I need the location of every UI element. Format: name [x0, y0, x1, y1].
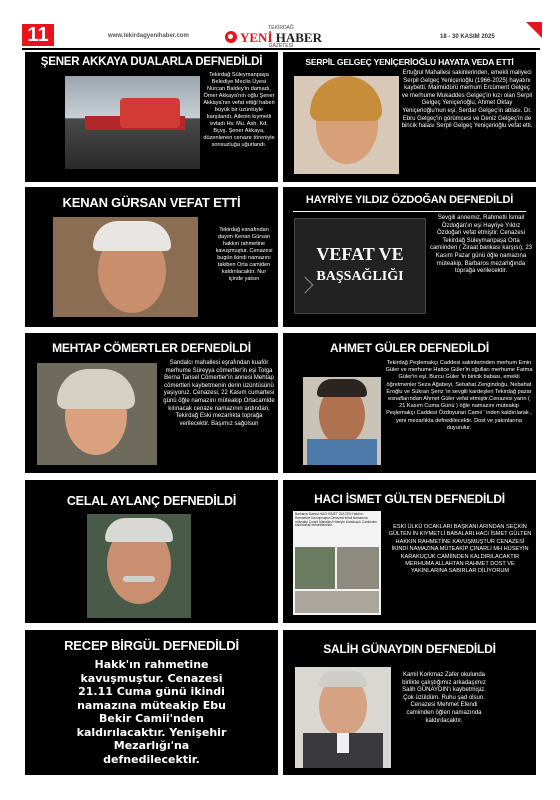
title-divider	[293, 211, 526, 212]
clipping-image	[293, 511, 381, 615]
notice-title: MEHTAP CÖMERTLER DEFNEDİLDİ	[52, 341, 251, 355]
newspaper-logo[interactable]	[225, 26, 340, 48]
notice-title: AHMET GÜLER DEFNEDİLDİ	[330, 341, 489, 355]
notice-kenan-gursan	[25, 187, 278, 327]
banner-line-2: BAŞSAĞLIĞI	[316, 269, 404, 284]
portrait-photo	[294, 76, 399, 174]
portrait-photo	[53, 217, 198, 317]
logo-main-1: YENİ	[240, 29, 273, 45]
notice-serpil-gelgec	[283, 52, 536, 182]
notice-celal-aylanc	[25, 480, 278, 623]
corner-triangle-icon	[526, 22, 542, 38]
portrait-photo	[87, 514, 191, 618]
logo-bottom-text: GAZETESİ	[268, 42, 294, 49]
notice-title: ŞENER AKKAYA DUALARLA DEFNEDİLDİ	[40, 56, 263, 68]
notice-recep-birgul	[25, 630, 278, 775]
text-line: 21.11 Cuma günü ikindi	[78, 685, 225, 698]
text-line: defnedilecektir.	[103, 752, 200, 766]
recep-text-block	[39, 658, 264, 770]
text-line: kaldırılacaktır. Yenişehir	[76, 725, 227, 739]
notice-text: Ertuğrul Mahallesi sakinlerinden, emekli maliyeci Serpil Gelgeç Yeniçerioğlu (1966-2025) hayatını kaybetti. Malmüdürü merhum Ercüment Gelgeç ve merhume Mukaddes Gelgeç'in kızı olan Serpil Gelgeç Yeniçerioğlu, Ahmet Oktay Yeniçerioğlu'nun eşi, Serdar Gelgeç'in ablası. Dr. Ebru Gelgeç'in görümcesi ve Deniz Gelgeç'in de biricik halası Serpil Gelgeç Yeniçerioğlu vefat etti.	[401, 70, 533, 130]
notice-title: CELAL AYLANÇ DEFNEDİLDİ	[66, 494, 237, 508]
notice-text: Sandalcı mahallesi eşrafından kuaför merhume Süreyya cömertler'in eşi Tolga Berna Tansel Cömertler'in annesi Mehtap cömertleri kaybetmenin derin üzüntüsünü yaşıyoruz. Cenazesi, 22 Kasım cumartesi günü öğle namazını müteakip Ortacamide kılınacak cenaze namazının ardından, Tekirdağ Eski mezarlıkta toprağa verilecektir. Başımız sağolsun	[163, 360, 275, 427]
notice-sener-akkaya	[25, 52, 278, 182]
portrait-photo	[295, 667, 391, 768]
funeral-photo	[65, 76, 200, 169]
notice-mehtap-comertler	[25, 333, 278, 473]
notice-title: RECEP BİRGÜL DEFNEDİLDİ	[64, 638, 239, 653]
notice-title: KENAN GÜRSAN VEFAT ETTİ	[62, 195, 241, 210]
portrait-photo	[303, 377, 381, 465]
notice-text: Kamil Korkmaz Zafer okulunda birlikte çalıştığımız arkadaşımız Salih GÜNAYDIN'ı kaybetmişiz. Çok üzüldüm. Ruhu şad olsun. Cenazesi Mehmet Efendi camiinden öğlen namazında kaldırılacaktır.	[402, 672, 486, 724]
logo-top-text: TEKİRDAĞ	[268, 24, 294, 31]
notice-text: Tekirdağ Süleymanpaşa Belediye Meclis Üyesi Nurcan Baldey'in damadı, Ömer Akkaya'nın oğlu Şener Akkaya'nın vefat ettiği haberi büyük bir üzüntüyle karşılandı. Ailenin kıymetli evladı Hv. Mu. Asb. Kd. Bçvş. Şener Akkaya, düzenlenen cenaze töreniyle sonsuzluğa uğurlandı.	[203, 72, 275, 148]
notice-salih-gunaydin	[283, 630, 536, 775]
masthead	[0, 0, 560, 50]
text-line: Hakk'ın rahmetine	[94, 658, 209, 671]
flag-icon	[225, 31, 237, 43]
notice-text: Tekirdağ esnafından dayım Kenan Gürsan hakkın rahmetine kavuşmuştur. Cenazesi bugün ikindi namazını takiben Orta camiden kaldırılacaktır. Nur içinde yatsın	[215, 227, 273, 282]
text-line: namazına müteakip Ebu	[77, 698, 226, 712]
text-line: Mezarlığı'na	[113, 739, 190, 752]
clipping-text: Barbaros Dairesi HACI İSMET GÜLTEN Hakk'ın Rahmetine Kavuşmuştur.Cenazesi ikindi Namazına müteakip Çınarlı Mahallesi Hüseyin Karakuçuk Camiinden kaldırılarak defnedilecektir.	[295, 512, 378, 528]
vefat-banner	[294, 218, 426, 314]
notice-ahmet-guler	[283, 333, 536, 473]
banner-line-1: VEFAT VE	[316, 244, 404, 264]
portrait-photo	[37, 363, 157, 465]
page-number: 11	[22, 24, 54, 46]
notice-text: ESKİ ÜLKÜ OCAKLARI BAŞKANI ARINDAN SEÇKİN GÜLTEN İN KIYMETLİ BABALARI HACI İSMET GÜLTEN HAKKIN RAHMETİNE KAVUŞMUŞTUR CENAZESİ İKİNDİ NAMAZINA MÜTEAKİP ÇINARLI MH HÜSEYİN KARAKUÇUK CAMİİNDEN KALDIRILACAKTIR MERHUMA ALLAHTAN RAHMET DOST VE YAKINLARINA SABIRLAR DİLİYORUM	[388, 524, 532, 575]
text-line: kavuşmuştur. Cenazesi	[80, 671, 223, 685]
issue-date: 18 - 30 KASIM 2025	[440, 34, 495, 40]
notice-title: SERPİL GELGEÇ YENİÇERİOĞLU HAYATA VEDA ETTİ	[305, 57, 514, 67]
notice-text: Tekirdağ Peşlemakçı Caddesi sakinlerinden merhum Emin Güler ve merhume Hatice Güler'in oğulları merhume Fatma Güler'in eşi, Burcu Güler 'in biricik babası, emekli öğretmenler Seza Ağabeyi, Sebahat Zengindoğu, Nebahat Eroğlu ve Sükran Şeriz 'in sevgili kardeşleri Tekirdağ pazar esnaflarından Ahmet Güler vefat etmiştir.Cenazesi yarın ( 21 Kasım Cuma Günü ) öğle namazını müteakip Peşlemakçı Caddesi Özdoyuran Camii ' inden kaldırılarak , yeni mezarlıkta defnedilecektir. Dost ve yakınlarına duyurulur.	[385, 360, 533, 431]
text-line: Bekir Camii'nden	[98, 712, 205, 725]
notice-text: Sevgili annemiz, Rahmetli İsmail Özdoğan'ın eşi Hayriye Yıldız Özdoğan vefat etmiştir. Cenazesi Tekirdağ Süleymanpaşa Orta camiinden ( Ziraat bankası karşısı), 23 Kasım Pazar günü öğle namazına müteakip, Barbaros mezarlığında toprağa verilecektir.	[429, 215, 533, 275]
header-rule	[22, 48, 540, 50]
notice-title: SALİH GÜNAYDIN DEFNEDİLDİ	[323, 642, 496, 656]
notice-title: HAYRİYE YILDIZ ÖZDOĞAN DEFNEDİLDİ	[305, 194, 514, 206]
notice-haci-ismet-gulten	[283, 480, 536, 623]
notice-hayriye-ozdogan	[283, 187, 536, 327]
notice-title: HACI İSMET GÜLTEN DEFNEDİLDİ	[314, 492, 505, 506]
website-url[interactable]: www.tekirdagyenihaber.com	[108, 33, 189, 39]
logo-main-2: HABER	[275, 29, 322, 45]
